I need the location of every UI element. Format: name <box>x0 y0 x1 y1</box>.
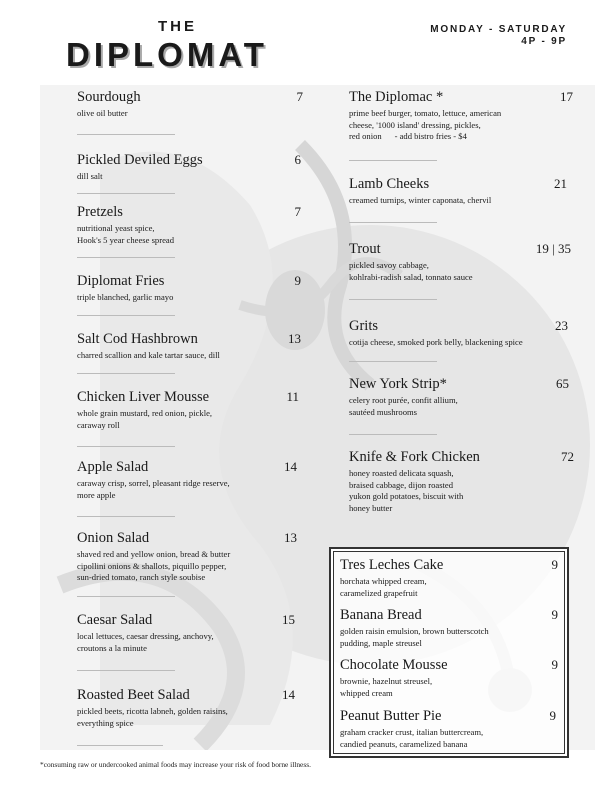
separator <box>77 315 175 316</box>
menu-item-the-diplomac <box>349 89 573 143</box>
restaurant-title: DIPLOMAT <box>66 36 268 73</box>
separator <box>77 373 175 374</box>
separator <box>349 222 437 223</box>
separator <box>77 670 175 671</box>
item-desc: creamed turnips, winter caponata, chervil <box>349 195 492 205</box>
item-name: Lamb Cheeks <box>349 176 430 192</box>
item-price: 65 <box>556 376 569 391</box>
item-name: Pickled Deviled Eggs <box>77 152 203 168</box>
item-desc: shaved red and yellow onion, bread & butter cipollini onions & shallots, piquillo pepper, sun-dried tomato, ranch style soubise <box>77 549 231 582</box>
dessert-item-tres-leches-cake <box>340 557 558 599</box>
menu-item-caesar-salad <box>77 612 295 654</box>
item-desc: golden raisin emulsion, brown butterscotch pudding, maple streusel <box>340 626 489 648</box>
item-price: 6 <box>294 152 301 167</box>
hours-block <box>430 24 567 48</box>
item-name: Chocolate Mousse <box>340 657 448 673</box>
item-price: 21 <box>554 176 567 191</box>
item-price: 9 <box>294 273 301 288</box>
item-name: Diplomat Fries <box>77 273 165 289</box>
item-desc: graham cracker crust, italian buttercream, candied peanuts, caramelized banana <box>340 727 484 749</box>
item-price: 13 <box>284 530 297 545</box>
separator <box>77 193 175 194</box>
item-price: 23 <box>555 318 568 333</box>
item-price: 7 <box>294 204 301 219</box>
separator <box>77 446 175 447</box>
item-desc: dill salt <box>77 171 103 181</box>
menu-item-diplomat-fries <box>77 273 301 304</box>
item-desc: pickled savoy cabbage, kohlrabi-radish salad, tonnato sauce <box>349 260 473 282</box>
dessert-item-chocolate-mousse <box>340 657 558 699</box>
item-price: 9 <box>551 657 558 672</box>
item-name: Chicken Liver Mousse <box>77 389 210 405</box>
menu-item-pretzels <box>77 204 301 246</box>
separator <box>77 745 163 746</box>
menu-item-new-york-strip <box>349 376 569 418</box>
item-price: 19 | 35 <box>535 241 571 256</box>
item-desc: prime beef burger, tomato, lettuce, american cheese, '1000 island' dressing, pickles, red onion - add bistro fries - $4 <box>349 108 502 141</box>
dessert-item-peanut-butter-pie <box>340 708 556 750</box>
item-desc: olive oil butter <box>77 108 128 118</box>
item-name: New York Strip* <box>349 376 447 392</box>
menu-item-trout <box>349 241 571 283</box>
menu-item-chicken-liver-mousse <box>77 389 299 431</box>
item-name: Knife & Fork Chicken <box>349 449 480 465</box>
menu-item-sourdough <box>77 89 303 120</box>
item-name: The Diplomac * <box>349 89 444 105</box>
item-name: Pretzels <box>77 204 123 220</box>
item-desc: whole grain mustard, red onion, pickle, caraway roll <box>77 408 213 430</box>
menu-item-roasted-beet-salad <box>77 687 295 729</box>
item-price: 9 <box>551 557 558 572</box>
item-name: Peanut Butter Pie <box>340 708 442 724</box>
item-desc: cotija cheese, smoked pork belly, blackening spice <box>349 337 523 347</box>
item-desc: celery root purée, confit allium, sautéed mushrooms <box>349 395 458 417</box>
item-name: Salt Cod Hashbrown <box>77 331 198 347</box>
separator <box>349 299 437 300</box>
item-price: 14 <box>282 687 295 702</box>
separator <box>77 257 175 258</box>
menu-item-salt-cod-hashbrown <box>77 331 301 362</box>
item-name: Tres Leches Cake <box>340 557 444 573</box>
item-name: Trout <box>349 241 381 257</box>
header-the: THE <box>158 18 197 35</box>
item-name: Roasted Beet Salad <box>77 687 190 703</box>
item-desc: pickled beets, ricotta labneh, golden raisins, everything spice <box>77 706 228 728</box>
item-price: 72 <box>561 449 574 464</box>
item-desc: nutritional yeast spice, Hook's 5 year cheese spread <box>77 223 174 245</box>
item-price: 7 <box>296 89 303 104</box>
menu-item-knife-fork-chicken <box>349 449 574 514</box>
separator <box>349 361 437 362</box>
separator <box>77 134 175 135</box>
item-desc: local lettuces, caesar dressing, anchovy, croutons a la minute <box>77 631 214 653</box>
item-desc: triple blanched, garlic mayo <box>77 292 174 302</box>
item-name: Onion Salad <box>77 530 150 546</box>
item-desc: charred scallion and kale tartar sauce, dill <box>77 350 220 360</box>
item-desc: brownie, hazelnut streusel, whipped cream <box>340 676 433 698</box>
item-name: Apple Salad <box>77 459 149 475</box>
separator <box>349 434 437 435</box>
menu-item-lamb-cheeks <box>349 176 567 207</box>
item-name: Banana Bread <box>340 607 422 623</box>
item-name: Caesar Salad <box>77 612 153 628</box>
item-price: 9 <box>549 708 556 723</box>
item-price: 15 <box>282 612 295 627</box>
item-price: 13 <box>288 331 301 346</box>
item-desc: honey roasted delicata squash, braised cabbage, dijon roasted yukon gold potatoes, biscuit with honey butter <box>349 468 464 513</box>
days-text: MONDAY - SATURDAY <box>430 24 567 35</box>
menu-item-onion-salad <box>77 530 297 584</box>
item-price: 11 <box>286 389 299 404</box>
item-price: 17 <box>560 89 573 104</box>
separator <box>349 160 437 161</box>
item-desc: caraway crisp, sorrel, pleasant ridge reserve, more apple <box>77 478 230 500</box>
menu-item-apple-salad <box>77 459 297 501</box>
dessert-item-banana-bread <box>340 607 558 649</box>
menu-item-pickled-deviled-eggs <box>77 152 301 183</box>
footnote: *consuming raw or undercooked animal foods may increase your risk of food borne illness. <box>40 760 311 769</box>
menu-item-grits <box>349 318 568 349</box>
item-price: 9 <box>551 607 558 622</box>
item-price: 14 <box>284 459 297 474</box>
item-desc: horchata whipped cream, caramelized grapefruit <box>340 576 427 598</box>
item-name: Sourdough <box>77 89 141 105</box>
item-name: Grits <box>349 318 378 334</box>
separator <box>77 596 175 597</box>
separator <box>77 516 175 517</box>
hours-text: 4P - 9P <box>521 36 567 47</box>
